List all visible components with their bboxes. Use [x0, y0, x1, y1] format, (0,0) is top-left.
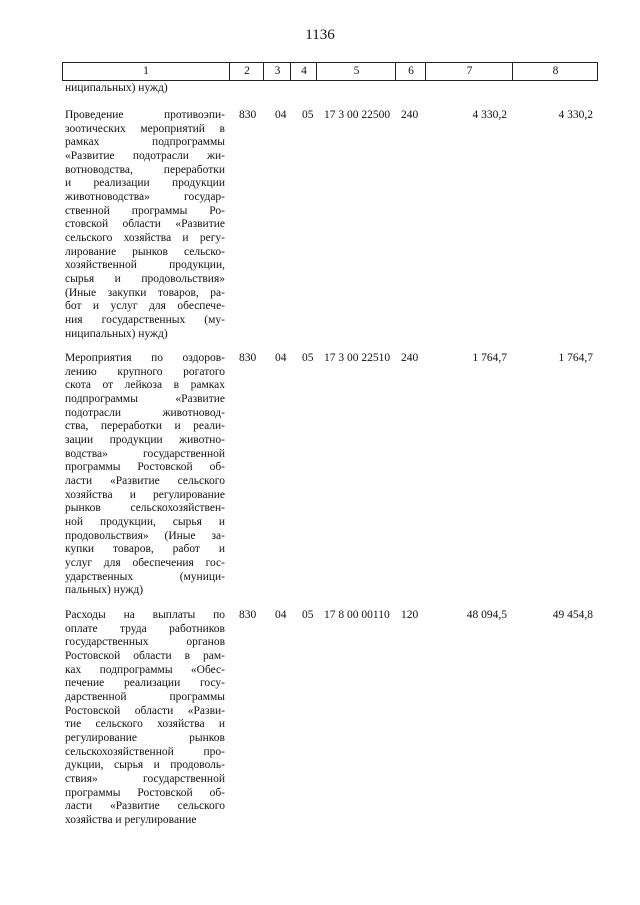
- subsection-code: 05: [302, 352, 314, 364]
- description-line: Расходы на выплаты по: [65, 609, 225, 621]
- description-line: скота от лейкоза в рамках: [65, 379, 225, 392]
- target-article-code: 17 3 00 22510: [324, 352, 391, 364]
- description-line: животноводства» государ-: [65, 190, 225, 203]
- description-line: программы Ростовской об-: [65, 786, 225, 799]
- description-line: дарственной программы: [65, 690, 225, 703]
- header-col-6: 6: [395, 63, 426, 80]
- row-description: [65, 609, 225, 828]
- description-line: стовской области «Развитие: [65, 218, 225, 231]
- description-line: зации продукции животно-: [65, 433, 225, 446]
- description-line: Проведение противоэпи-: [65, 109, 225, 121]
- description-line: услуг для обеспечения гос-: [65, 556, 225, 569]
- description-line: хозяйства и регулирование: [65, 813, 197, 826]
- amount-year-2: 1 764,7: [558, 352, 593, 364]
- description-line: водства» государственной: [65, 447, 225, 460]
- expense-type-code: 240: [401, 109, 419, 121]
- description-line: программы Ростовской об-: [65, 461, 225, 474]
- description-line: ласти «Развитие сельского: [65, 800, 225, 813]
- description-line: подотрасли животновод-: [65, 406, 225, 419]
- header-col-5: 5: [316, 63, 396, 80]
- header-col-3: 3: [263, 63, 291, 80]
- header-col-2: 2: [229, 63, 264, 80]
- row-description: [65, 109, 225, 341]
- description-line: регулирование рынков: [65, 731, 225, 744]
- amount-year-1: 4 330,2: [472, 109, 507, 121]
- description-line: лению крупного рогатого: [65, 365, 225, 378]
- description-line: хозяйственной продукции,: [65, 259, 225, 272]
- ministry-code: 830: [239, 109, 257, 121]
- description-line: хозяйства и регулирование: [65, 488, 225, 501]
- amount-year-1: 48 094,5: [466, 609, 507, 621]
- description-line: (Иные закупки товаров, ра-: [65, 286, 225, 299]
- description-line: Ростовской области в рам-: [65, 649, 225, 662]
- section-code: 04: [275, 109, 287, 121]
- subsection-code: 05: [302, 109, 314, 121]
- description-line: ства, переработки и реали-: [65, 420, 225, 433]
- description-line: продовольствия» (Иные за-: [65, 529, 225, 542]
- description-line: дукции, сырья и продоволь-: [65, 759, 225, 772]
- amount-year-2: 4 330,2: [558, 109, 593, 121]
- description-line: купки товаров, работ и: [65, 543, 225, 556]
- page-number: 1136: [305, 27, 335, 43]
- amount-year-1: 1 764,7: [472, 352, 507, 364]
- description-line: ударственных (муници-: [65, 570, 225, 583]
- description-line: государственных органов: [65, 636, 225, 649]
- description-line: ласти «Развитие сельского: [65, 474, 225, 487]
- expense-type-code: 240: [401, 352, 419, 364]
- description-line: вотноводства, переработки: [65, 163, 225, 176]
- description-line: ственной программы Ро-: [65, 204, 225, 217]
- expense-type-code: 120: [401, 609, 419, 621]
- description-line: пальных) нужд): [65, 584, 144, 597]
- description-line: и реализации продукции: [65, 177, 225, 190]
- description-line: «Развитие подотрасли жи-: [65, 149, 225, 162]
- ministry-code: 830: [239, 352, 257, 364]
- description-line: бот и услуг для обеспече-: [65, 300, 225, 313]
- description-line: печение реализации госу-: [65, 677, 225, 690]
- section-code: 04: [275, 352, 287, 364]
- continuation-text: ниципальных) нужд): [65, 82, 168, 94]
- header-col-7: 7: [425, 63, 513, 80]
- description-line: ния государственных (му-: [65, 313, 225, 326]
- description-line: тие сельского хозяйства и: [65, 718, 225, 731]
- description-line: сельского хозяйства и регу-: [65, 231, 225, 244]
- description-line: ках подпрограммы «Обес-: [65, 663, 225, 676]
- amount-year-2: 49 454,8: [552, 609, 593, 621]
- header-col-4: 4: [290, 63, 317, 80]
- description-line: рынков сельскохозяйствен-: [65, 502, 225, 515]
- description-line: ной продукции, сырья и: [65, 515, 225, 528]
- header-col-8: 8: [512, 63, 598, 80]
- description-line: оплате труда работников: [65, 622, 225, 635]
- subsection-code: 05: [302, 609, 314, 621]
- description-line: рамках подпрограммы: [65, 136, 225, 149]
- table-header: [62, 62, 598, 81]
- section-code: 04: [275, 609, 287, 621]
- description-line: подпрограммы «Развитие: [65, 392, 225, 405]
- description-line: зоотических мероприятий в: [65, 122, 225, 135]
- target-article-code: 17 3 00 22500: [324, 109, 391, 121]
- description-line: сельскохозяйственной про-: [65, 745, 225, 758]
- header-col-1: 1: [143, 65, 149, 77]
- description-line: лирование рынков сельско-: [65, 245, 225, 258]
- description-line: Ростовской области «Разви-: [65, 704, 225, 717]
- description-line: Мероприятия по оздоров-: [65, 352, 225, 364]
- description-line: ствия» государственной: [65, 772, 225, 785]
- row-description: [65, 352, 225, 598]
- description-line: ниципальных) нужд): [65, 327, 168, 340]
- target-article-code: 17 8 00 00110: [324, 609, 390, 621]
- ministry-code: 830: [239, 609, 257, 621]
- description-line: сырья и продовольствия»: [65, 272, 225, 285]
